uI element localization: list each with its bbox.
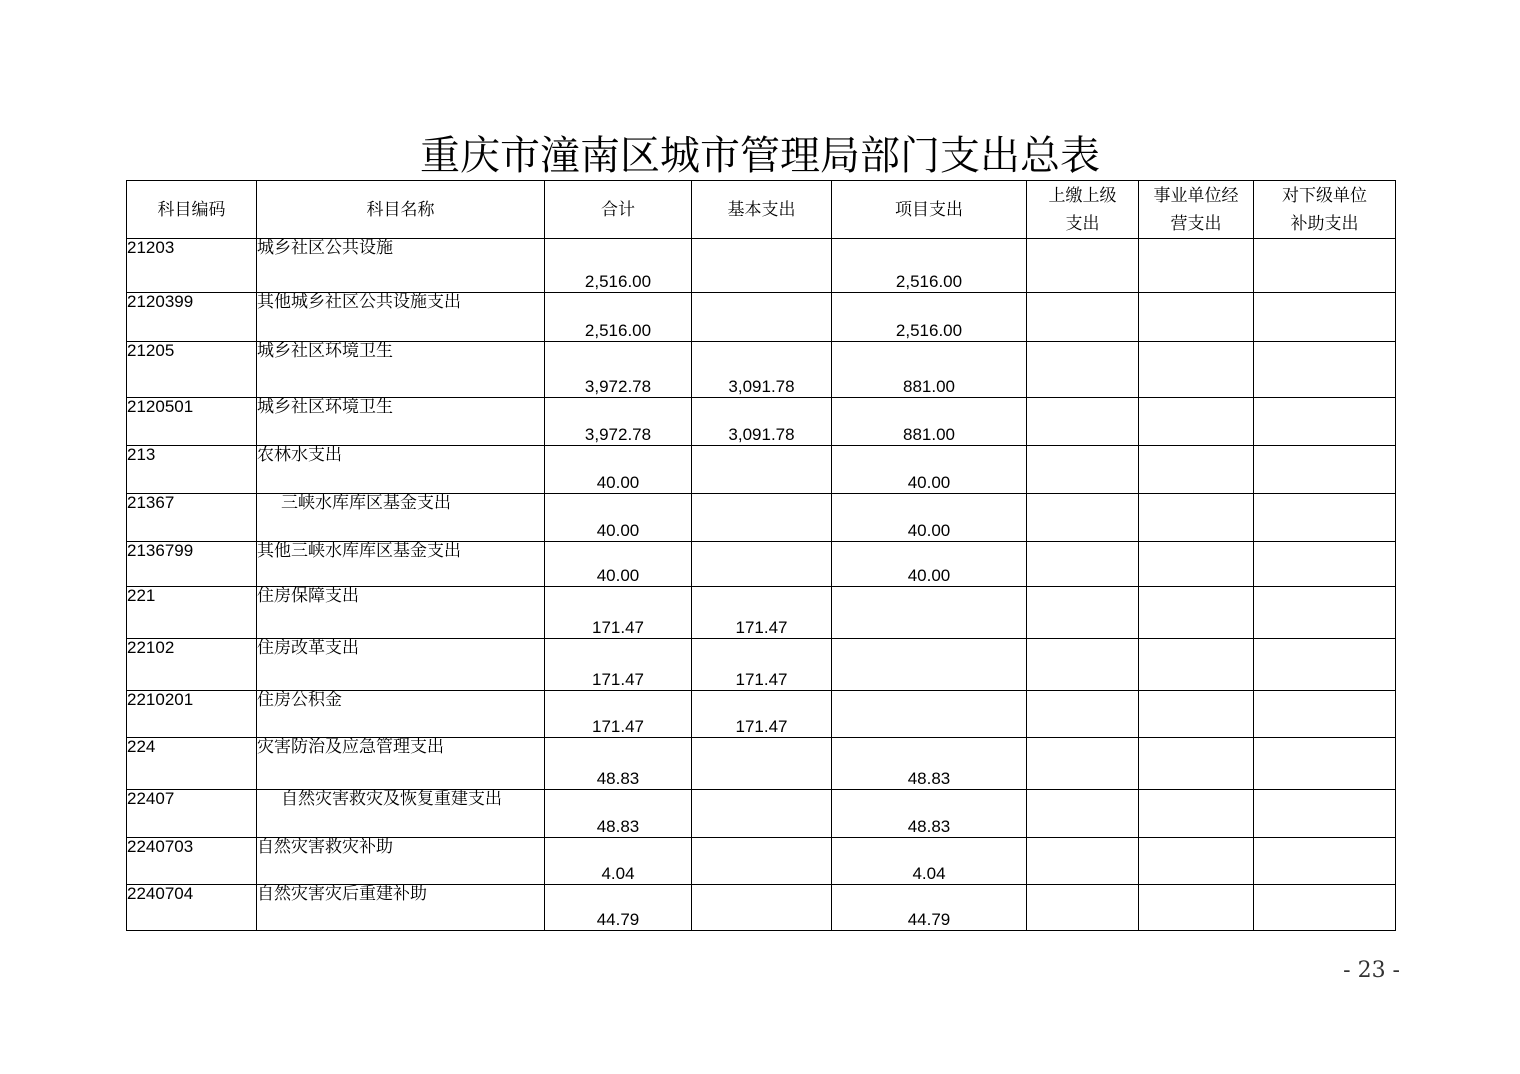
- row-basic: [692, 885, 832, 931]
- row-total: 40.00: [545, 542, 692, 587]
- row-total: 171.47: [545, 639, 692, 691]
- row-basic: [692, 239, 832, 293]
- row-project: [832, 639, 1027, 691]
- row-upper: [1027, 446, 1139, 494]
- row-project: 2,516.00: [832, 293, 1027, 342]
- table-row: [127, 494, 1396, 542]
- row-name: 住房保障支出: [257, 587, 545, 639]
- header-biz-line1: 事业单位经: [1153, 185, 1239, 206]
- row-project: 40.00: [832, 446, 1027, 494]
- row-sub: [1254, 885, 1396, 931]
- row-total: 171.47: [545, 691, 692, 738]
- row-code: 22407: [127, 790, 257, 838]
- row-code: 21367: [127, 494, 257, 542]
- header-code: 科目编码: [127, 181, 257, 239]
- row-upper: [1027, 239, 1139, 293]
- row-name: 自然灾害救灾及恢复重建支出: [257, 790, 545, 838]
- row-biz: [1139, 738, 1254, 790]
- row-name: 住房改革支出: [257, 639, 545, 691]
- header-upper-line1: 上缴上级: [1048, 185, 1117, 206]
- row-biz: [1139, 542, 1254, 587]
- row-total: 2,516.00: [545, 293, 692, 342]
- row-total: 4.04: [545, 838, 692, 885]
- row-biz: [1139, 587, 1254, 639]
- row-code: 2120501: [127, 398, 257, 446]
- row-code: 21205: [127, 342, 257, 398]
- row-upper: [1027, 691, 1139, 738]
- header-name: 科目名称: [257, 181, 545, 239]
- row-sub: [1254, 542, 1396, 587]
- row-code: 2136799: [127, 542, 257, 587]
- row-upper: [1027, 838, 1139, 885]
- table-row: [127, 446, 1396, 494]
- header-sub-line2: 补助支出: [1290, 213, 1359, 234]
- row-upper: [1027, 293, 1139, 342]
- row-basic: 171.47: [692, 691, 832, 738]
- table-row: [127, 239, 1396, 293]
- row-name: 城乡社区公共设施: [257, 239, 545, 293]
- row-name: 城乡社区环境卫生: [257, 398, 545, 446]
- header-upper-line2: 支出: [1065, 213, 1100, 234]
- row-sub: [1254, 494, 1396, 542]
- row-name: 农林水支出: [257, 446, 545, 494]
- row-basic: [692, 790, 832, 838]
- table-row: [127, 398, 1396, 446]
- row-total: 48.83: [545, 738, 692, 790]
- row-code: 22102: [127, 639, 257, 691]
- table-row: [127, 342, 1396, 398]
- table-row: [127, 838, 1396, 885]
- row-basic: 3,091.78: [692, 398, 832, 446]
- row-sub: [1254, 446, 1396, 494]
- row-sub: [1254, 738, 1396, 790]
- row-total: 44.79: [545, 885, 692, 931]
- row-upper: [1027, 790, 1139, 838]
- header-sub: [1254, 181, 1396, 239]
- row-basic: 171.47: [692, 639, 832, 691]
- page-title: 重庆市潼南区城市管理局部门支出总表: [420, 133, 1100, 179]
- table-row: [127, 587, 1396, 639]
- row-biz: [1139, 446, 1254, 494]
- row-project: 48.83: [832, 790, 1027, 838]
- table-row: [127, 293, 1396, 342]
- row-upper: [1027, 494, 1139, 542]
- row-code: 2120399: [127, 293, 257, 342]
- row-sub: [1254, 293, 1396, 342]
- row-basic: [692, 838, 832, 885]
- row-total: 40.00: [545, 494, 692, 542]
- row-total: 2,516.00: [545, 239, 692, 293]
- row-name: 城乡社区环境卫生: [257, 342, 545, 398]
- row-total: 40.00: [545, 446, 692, 494]
- row-name: 灾害防治及应急管理支出: [257, 738, 545, 790]
- row-code: 213: [127, 446, 257, 494]
- row-basic: [692, 446, 832, 494]
- header-upper: [1027, 181, 1139, 239]
- row-biz: [1139, 639, 1254, 691]
- row-name: 住房公积金: [257, 691, 545, 738]
- row-biz: [1139, 494, 1254, 542]
- row-code: 224: [127, 738, 257, 790]
- row-upper: [1027, 398, 1139, 446]
- row-sub: [1254, 838, 1396, 885]
- row-code: 221: [127, 587, 257, 639]
- row-basic: [692, 738, 832, 790]
- row-code: 2240704: [127, 885, 257, 931]
- row-code: 2210201: [127, 691, 257, 738]
- row-project: 40.00: [832, 542, 1027, 587]
- row-upper: [1027, 342, 1139, 398]
- header-biz: [1139, 181, 1254, 239]
- row-name: 自然灾害灾后重建补助: [257, 885, 545, 931]
- row-name: 自然灾害救灾补助: [257, 838, 545, 885]
- row-total: 171.47: [545, 587, 692, 639]
- row-project: 881.00: [832, 342, 1027, 398]
- row-total: 3,972.78: [545, 342, 692, 398]
- page-number: - 23 -: [1343, 958, 1400, 983]
- row-name: 其他城乡社区公共设施支出: [257, 293, 545, 342]
- row-biz: [1139, 293, 1254, 342]
- header-total: 合计: [545, 181, 692, 239]
- row-basic: [692, 494, 832, 542]
- row-upper: [1027, 738, 1139, 790]
- row-name: 三峡水库库区基金支出: [257, 494, 545, 542]
- row-basic: 3,091.78: [692, 342, 832, 398]
- row-biz: [1139, 239, 1254, 293]
- header-basic: 基本支出: [692, 181, 832, 239]
- row-sub: [1254, 639, 1396, 691]
- row-project: 44.79: [832, 885, 1027, 931]
- table-row: [127, 639, 1396, 691]
- row-sub: [1254, 342, 1396, 398]
- table-header-row: [127, 181, 1396, 239]
- table-row: [127, 738, 1396, 790]
- expenditure-table: [126, 180, 1396, 931]
- row-project: 881.00: [832, 398, 1027, 446]
- row-upper: [1027, 639, 1139, 691]
- table-row: [127, 885, 1396, 931]
- table-row: [127, 691, 1396, 738]
- row-biz: [1139, 342, 1254, 398]
- table-row: [127, 790, 1396, 838]
- row-project: 40.00: [832, 494, 1027, 542]
- row-sub: [1254, 239, 1396, 293]
- row-project: [832, 587, 1027, 639]
- row-total: 48.83: [545, 790, 692, 838]
- header-sub-line1: 对下级单位: [1282, 185, 1367, 206]
- row-sub: [1254, 587, 1396, 639]
- row-basic: [692, 293, 832, 342]
- header-project: 项目支出: [832, 181, 1027, 239]
- row-basic: 171.47: [692, 587, 832, 639]
- row-upper: [1027, 587, 1139, 639]
- row-name: 其他三峡水库库区基金支出: [257, 542, 545, 587]
- row-project: 4.04: [832, 838, 1027, 885]
- row-sub: [1254, 790, 1396, 838]
- row-total: 3,972.78: [545, 398, 692, 446]
- header-biz-line2: 营支出: [1170, 213, 1222, 234]
- row-project: 2,516.00: [832, 239, 1027, 293]
- row-upper: [1027, 542, 1139, 587]
- row-code: 2240703: [127, 838, 257, 885]
- row-biz: [1139, 885, 1254, 931]
- row-project: 48.83: [832, 738, 1027, 790]
- table-row: [127, 542, 1396, 587]
- row-sub: [1254, 398, 1396, 446]
- row-project: [832, 691, 1027, 738]
- row-biz: [1139, 691, 1254, 738]
- row-biz: [1139, 790, 1254, 838]
- row-biz: [1139, 398, 1254, 446]
- row-upper: [1027, 885, 1139, 931]
- row-sub: [1254, 691, 1396, 738]
- row-biz: [1139, 838, 1254, 885]
- row-code: 21203: [127, 239, 257, 293]
- row-basic: [692, 542, 832, 587]
